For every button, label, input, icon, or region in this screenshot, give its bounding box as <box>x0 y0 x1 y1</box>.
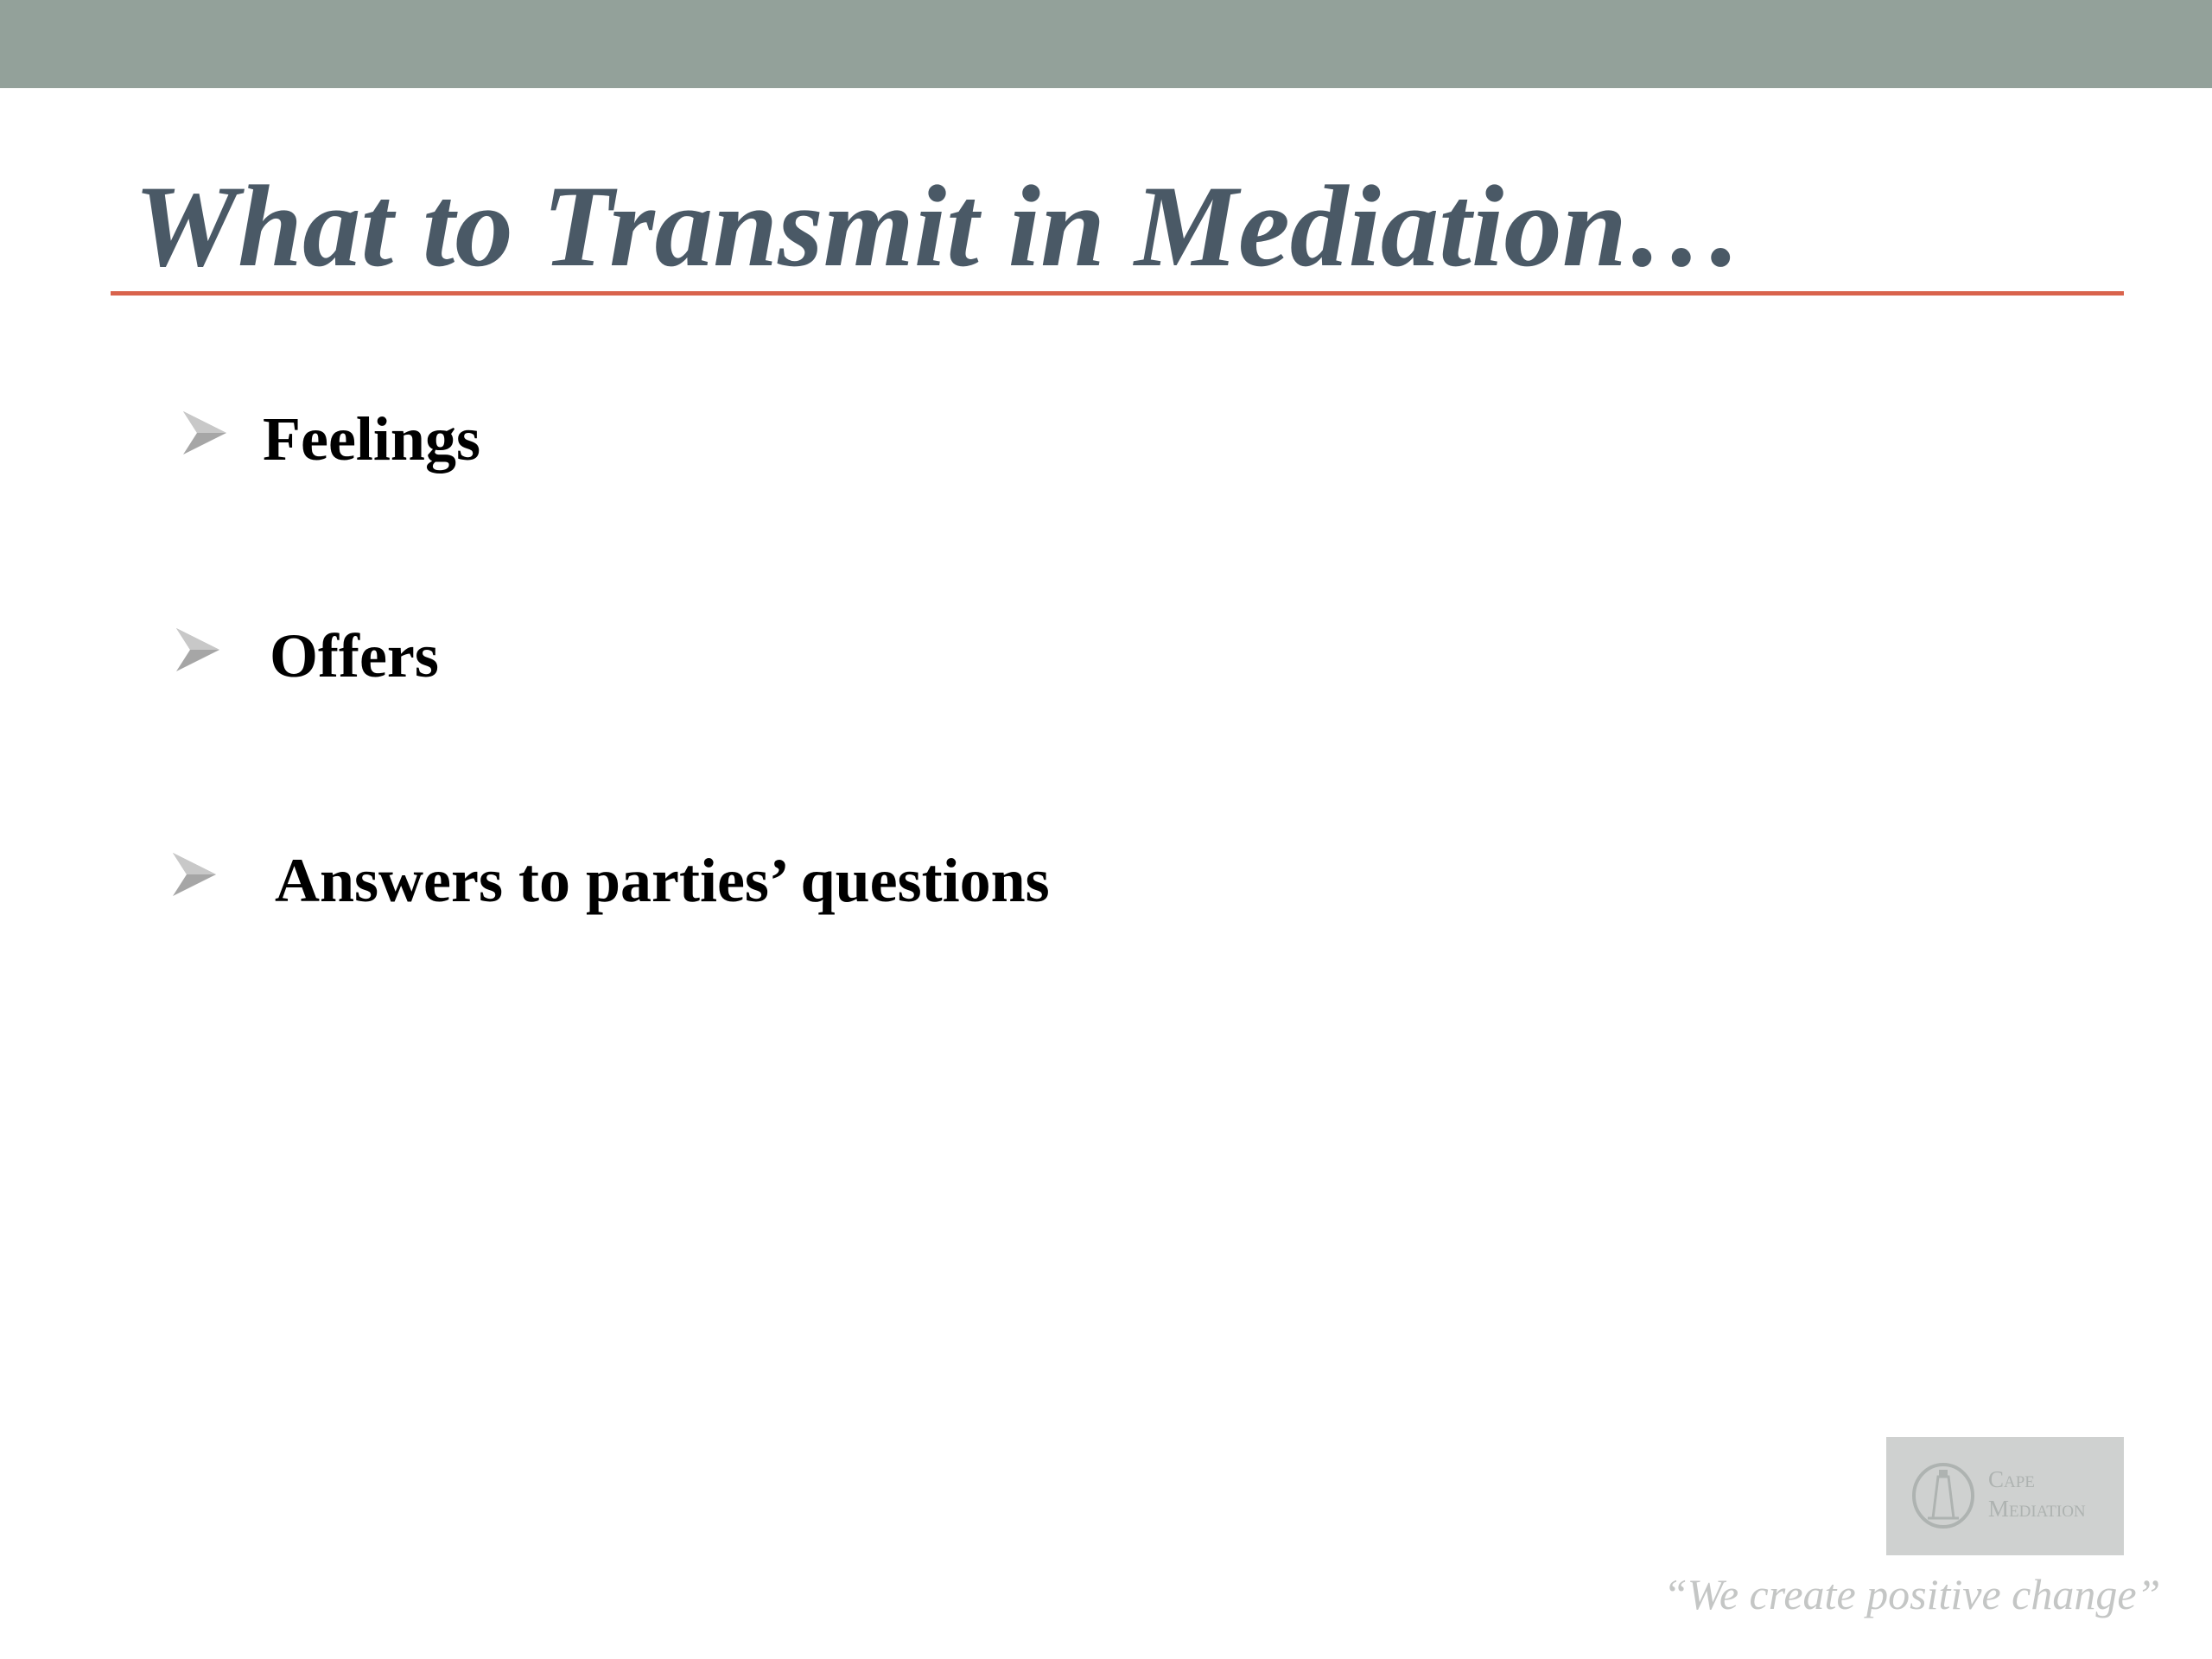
logo-line-1: Cape <box>1988 1466 2035 1492</box>
tagline: “We create positive change” <box>1663 1570 2161 1618</box>
title-divider <box>111 291 2124 296</box>
cape-mediation-logo <box>1886 1437 2124 1555</box>
bullet-text: Feelings <box>263 404 480 474</box>
arrowhead-bullet-icon <box>169 849 219 899</box>
slide-title: What to Transmit in Mediation… <box>134 162 1744 291</box>
bullet-text: Answers to parties’ questions <box>275 846 1050 915</box>
arrowhead-bullet-icon <box>180 408 230 458</box>
arrowhead-bullet-icon <box>173 625 223 675</box>
lighthouse-icon <box>1910 1461 1976 1530</box>
logo-line-2: Mediation <box>1988 1496 2086 1522</box>
top-band <box>0 0 2212 88</box>
bullet-text: Offers <box>270 621 439 690</box>
